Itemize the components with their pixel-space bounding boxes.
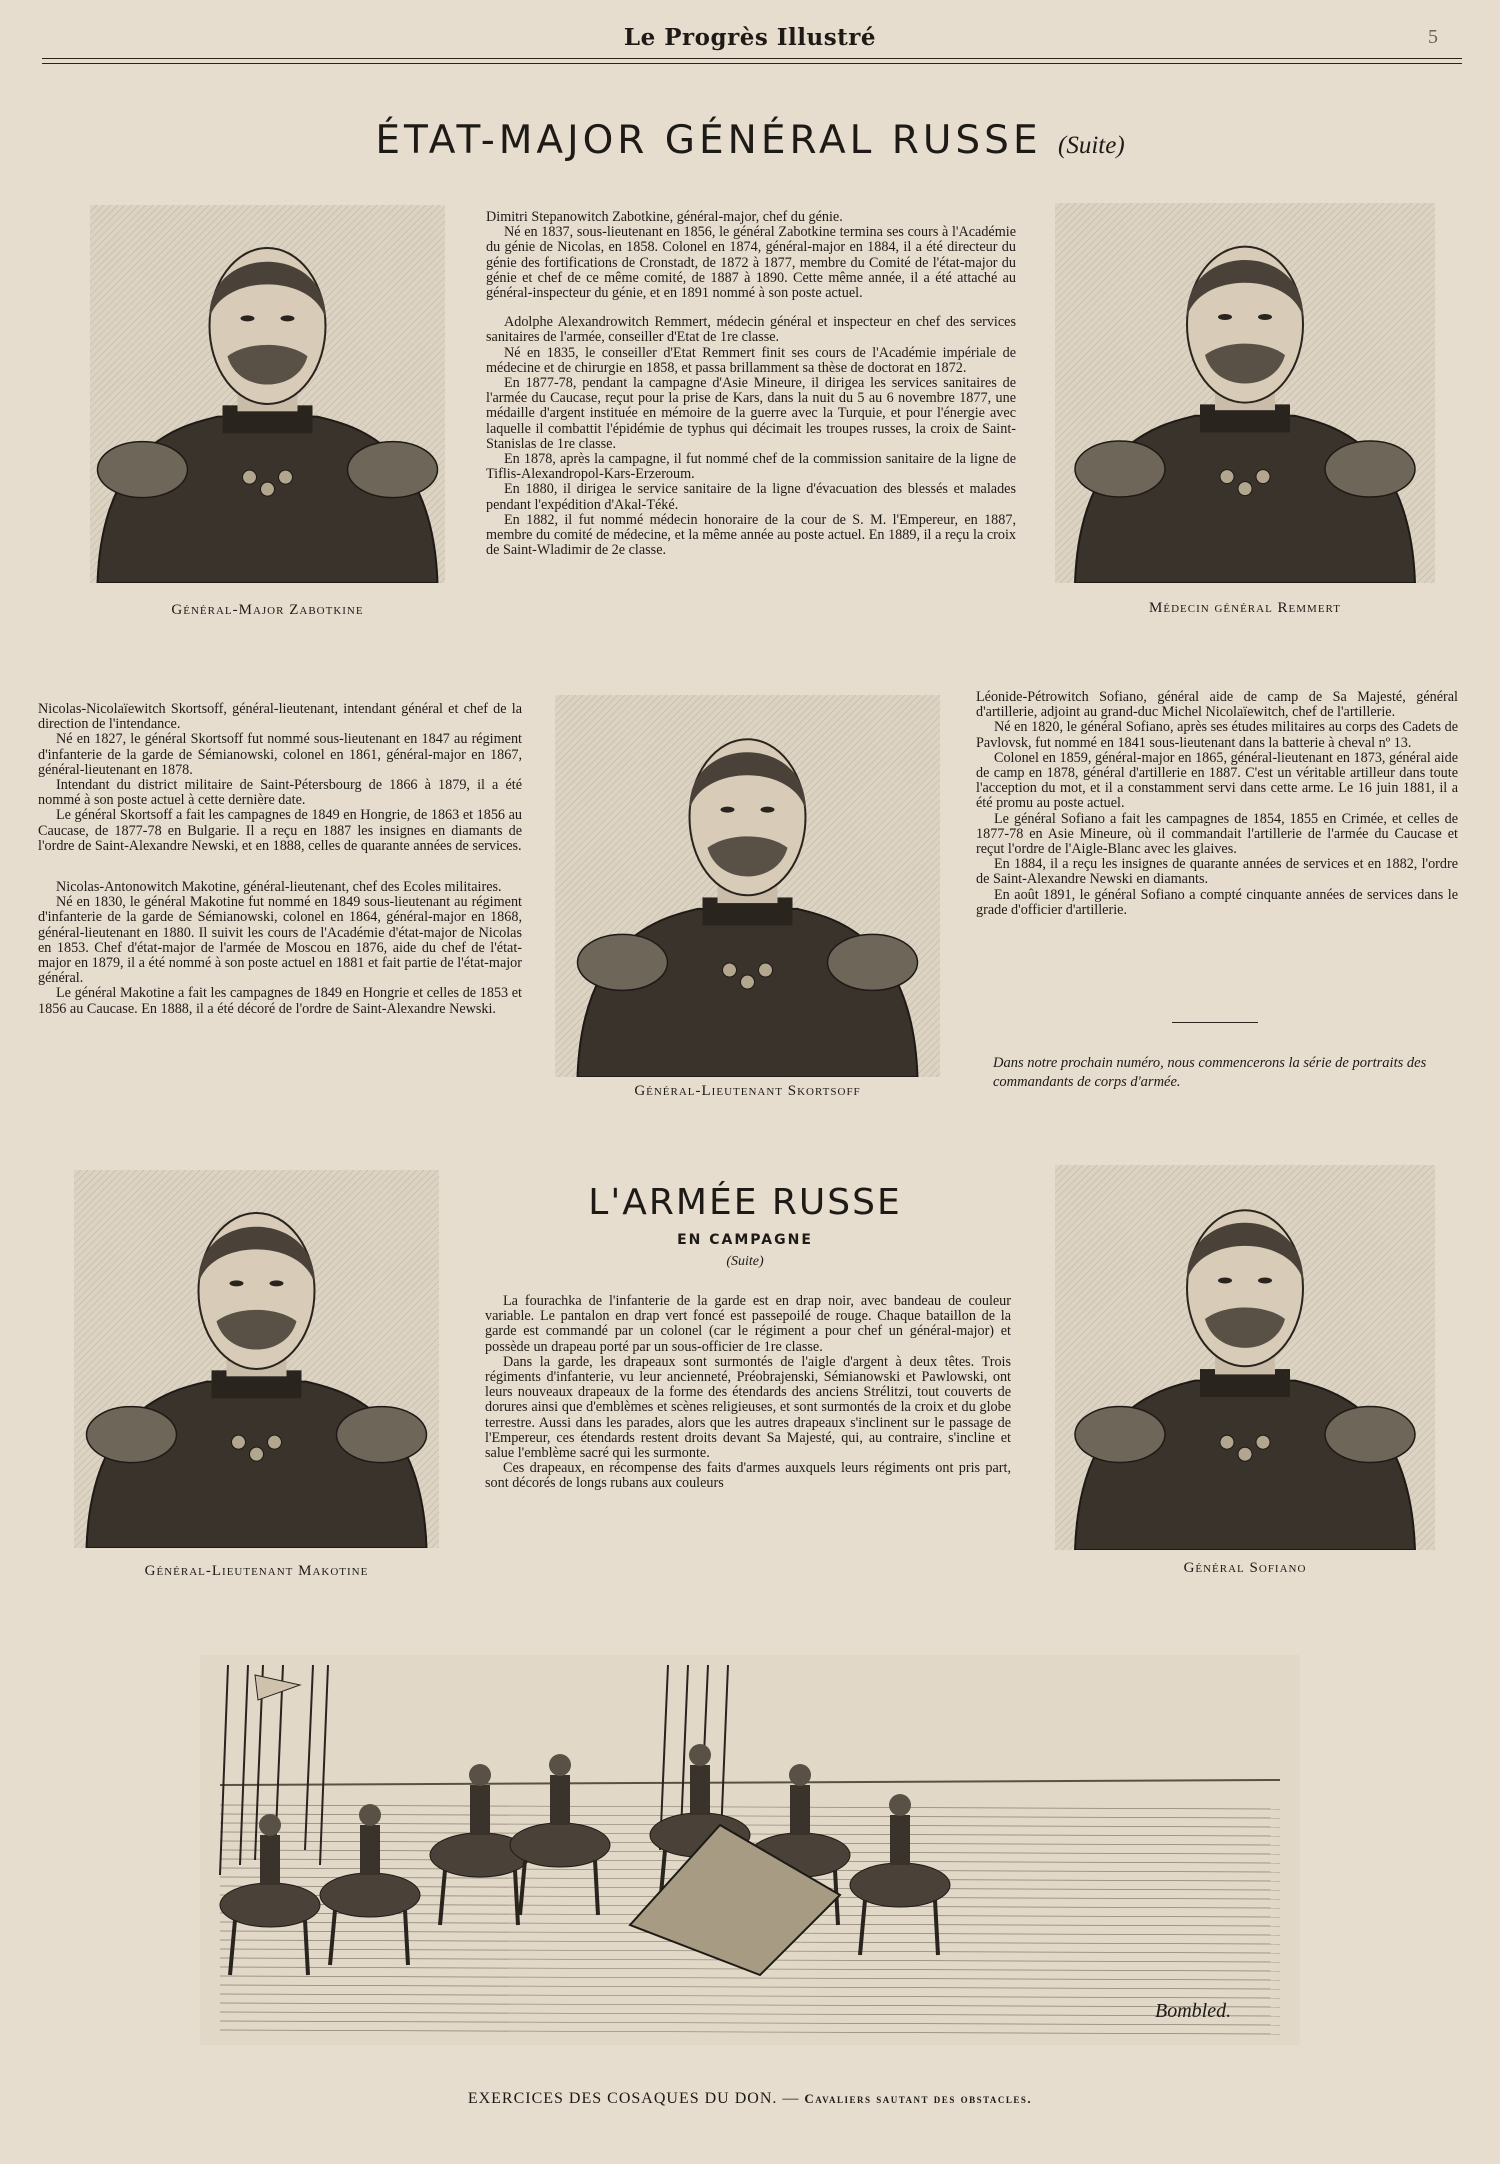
makotine-para-2: Né en 1830, le général Makotine fut nommé en 1849 sous-lieutenant au régiment d'infanterie de la garde de Sémianowski, colonel en 1864, général-major en 1868, général-lieutenant en 1880. Il suivit les cours de l'Académie d'état-major de Nicolas en 1853. Chef d'état-major de l'armée de Moscou en 1876, aide du chef de l'état-major en 1879, il a été nommé à son poste actuel en 1881 et fait partie de l'état-major général. bbox=[38, 894, 522, 987]
portrait-zabotkine bbox=[90, 205, 445, 583]
army-section-subtitle: EN CAMPAGNE bbox=[677, 1232, 813, 1248]
makotine-para-1: Nicolas-Antonowitch Makotine, général-lieutenant, chef des Ecoles militaires. bbox=[56, 879, 502, 896]
portrait-skortsoff-engraving bbox=[555, 695, 940, 1077]
sofiano-para-4: Le général Sofiano a fait les campagnes de 1854, 1855 en Crimée, et celles de 1877-78 en Asie Mineure, où il commandait l'artillerie de l'armée du Caucase et reçut l'ordre de l'Aigle-Blanc avec les glaives. bbox=[976, 810, 1458, 858]
remmert-para-4: En 1878, après la campagne, il fut nommé chef de la commission sanitaire de la ligne de Tiflis-Alexandropol-Kars-Erzeroum. bbox=[486, 451, 1016, 483]
makotine-para-3: Le général Makotine a fait les campagnes de 1849 en Hongrie et celles de 1853 et 1856 au Caucase. En 1888, il a été décoré de l'ordre de Saint-Alexandre Newski. bbox=[38, 985, 522, 1017]
portrait-makotine bbox=[74, 1170, 439, 1548]
sofiano-para-1: Léonide-Pétrowitch Sofiano, général aide de camp de Sa Majesté, général d'artillerie, adjoint au grand-duc Michel Nicolaïewitch, chef de l'artillerie. bbox=[976, 689, 1458, 721]
zabotkine-para-1: Dimitri Stepanowitch Zabotkine, général-major, chef du génie. bbox=[486, 209, 843, 225]
sofiano-para-6: En août 1891, le général Sofiano a compté cinquante années de services dans le grade d'officier d'artillerie. bbox=[976, 886, 1458, 918]
zabotkine-biography bbox=[486, 210, 1016, 558]
zabotkine-para-2: Né en 1837, sous-lieutenant en 1856, le général Zabotkine termina ses cours à l'Académie du génie de Nicolas, en 1858. Colonel en 1874, général-major en 1884, il a été directeur du génie des fortifications de Cronstadt, de 1872 à 1877, membre du Comité de l'état-major du génie et chef de ce même comité, de 1887 à 1890. Cette même année, il a été attaché au général-inspecteur du génie, et en 1891 nommé à son poste actuel. bbox=[486, 224, 1016, 302]
portrait-zabotkine-engraving bbox=[90, 205, 445, 583]
army-section-title: L'ARMÉE RUSSE bbox=[588, 1182, 902, 1223]
sofiano-para-5: En 1884, il a reçu les insignes de quarante années de services et en 1882, l'ordre de Saint-Alexandre Newski en diamants. bbox=[976, 856, 1458, 888]
left-biographies bbox=[38, 702, 522, 1017]
page-title-text: ÉTAT-MAJOR GÉNÉRAL RUSSE bbox=[375, 118, 1042, 163]
skortsoff-para-2: Né en 1827, le général Skortsoff fut nommé sous-lieutenant en 1847 au régiment d'infanterie de la garde de Sémianowski, colonel en 1861, général-major en 1867, général-lieutenant en 1878. bbox=[38, 731, 522, 778]
header-rule-thick bbox=[42, 58, 1462, 59]
page-title-suite: (Suite) bbox=[1058, 132, 1125, 159]
army-para-3: Ces drapeaux, en récompense des faits d'armes auxquels leurs régiments ont pris part, sont décorés de longs rubans aux couleurs bbox=[485, 1460, 1011, 1492]
remmert-para-5: En 1880, il dirigea le service sanitaire de la ligne d'évacuation des blessés et malades pendant l'expédition d'Akal-Téké. bbox=[486, 481, 1016, 513]
sofiano-para-2: Né en 1820, le général Sofiano, après ses études militaires au corps des Cadets de Pavlovsk, fut nommé en 1841 sous-lieutenant dans la batterie à cheval nº 13. bbox=[976, 719, 1458, 751]
portrait-remmert-engraving bbox=[1055, 203, 1435, 583]
remmert-para-3: En 1877-78, pendant la campagne d'Asie Mineure, il dirigea les services sanitaires de l'armée du Caucase, reçut pour la prise de Kars, dans la nuit du 5 au 6 novembre 1877, une médaille d'argent instituée en mémoire de la guerre avec la Turquie, et pour l'énergie avec laquelle il combattit l'épidémie de typhus qui décimait les troupes russes, la croix de Saint-Stanislas de 1re classe. bbox=[486, 375, 1016, 452]
skortsoff-para-3: Intendant du district militaire de Saint-Pétersbourg de 1866 à 1879, il a été nommé à son poste actuel à cette dernière date. bbox=[38, 777, 522, 809]
skortsoff-para-1: Nicolas-Nicolaïewitch Skortsoff, général-lieutenant, intendant général et chef de la direction de l'intendance. bbox=[38, 701, 522, 733]
bottom-illustration-caption bbox=[0, 2090, 1500, 2108]
portrait-makotine-engraving bbox=[74, 1170, 439, 1548]
page-number: 5 bbox=[1428, 26, 1438, 48]
bottom-caption-sub: Cavaliers sautant des obstacles. bbox=[804, 2091, 1033, 2106]
skortsoff-para-4: Le général Skortsoff a fait les campagnes de 1849 en Hongrie, de 1863 et 1856 au Caucase, de 1877-78 en Bulgarie. Il a reçu en 1887 les insignes en diamants de l'ordre de Saint-Alexandre Newski, et en 1888, celles de quarante années de services. bbox=[38, 807, 522, 854]
cossack-exercise-illustration bbox=[200, 1655, 1300, 2045]
remmert-para-2: Né en 1835, le conseiller d'Etat Remmert finit ses cours de l'Académie impériale de médecine et de chirurgie en 1858, et passa brillamment sa thèse de doctorat en 1872. bbox=[486, 344, 1016, 376]
sofiano-biography bbox=[976, 690, 1458, 918]
sofiano-para-3: Colonel en 1859, général-major en 1865, général-lieutenant en 1873, général aide de camp en 1878, général d'artillerie en 1887. C'est un véritable artilleur dans toute l'acception du mot, et il a constamment servi dans cette arme. Le 16 juin 1881, il a été promu au poste actuel. bbox=[976, 749, 1458, 812]
publication-name: Le Progrès Illustré bbox=[623, 24, 877, 51]
cossack-exercise-engraving bbox=[200, 1655, 1300, 2045]
army-para-1: La fourachka de l'infanterie de la garde est en drap noir, avec bandeau de couleur variable. Le pantalon en drap vert foncé est passepoilé de rouge. Chaque bataillon de la garde est commandé par un colonel (car le régiment a pour chef un général-major) et possède un drapeau porté par un sous-officier de 1re classe. bbox=[485, 1293, 1011, 1355]
header-rule-thin bbox=[42, 63, 1462, 64]
remmert-para-6: En 1882, il fut nommé médecin honoraire de la cour de S. M. l'Empereur, en 1887, membre du comité de médecine, et la même année au poste actuel. En 1889, il a reçu la croix de Saint-Wladimir de 2e classe. bbox=[486, 511, 1016, 559]
army-para-2: Dans la garde, les drapeaux sont surmontés de l'aigle d'argent à deux têtes. Trois régiments d'infanterie, vu leur ancienneté, Préobrajenski, Sémianowski et Pawlowski, ont leurs nouveaux drapeaux de la forme des étendards des anciens Strélitzi, tout couverts de dorures ainsi que d'emblèmes et scènes religieuses, et sont surmontés de la croix et du globe terrestre. Aussi dans les parades, alors que les autres drapeaux s'inclinent sur le passage de l'Empereur, ces étendards restent droits devant Sa Majesté, qui, au contraire, s'incline et salue l'emblème sacré qui les surmonte. bbox=[485, 1353, 1011, 1462]
caption-skortsoff: Général-Lieutenant Skortsoff bbox=[634, 1083, 861, 1099]
portrait-remmert bbox=[1055, 203, 1435, 583]
army-section-text bbox=[485, 1294, 1011, 1492]
page-title bbox=[0, 118, 1500, 163]
remmert-para-1: Adolphe Alexandrowitch Remmert, médecin général et inspecteur en chef des services sanitaires de l'armée, conseiller d'Etat de 1re classe. bbox=[486, 314, 1016, 346]
portrait-skortsoff bbox=[555, 695, 940, 1077]
portrait-sofiano bbox=[1055, 1165, 1435, 1550]
artist-signature: Bombled. bbox=[1155, 2000, 1232, 2022]
caption-makotine: Général-Lieutenant Makotine bbox=[144, 1563, 369, 1579]
caption-remmert: Médecin général Remmert bbox=[1149, 600, 1341, 616]
section-divider bbox=[1172, 1022, 1258, 1023]
caption-zabotkine: Général-Major Zabotkine bbox=[171, 602, 364, 618]
army-section-suite: (Suite) bbox=[726, 1254, 764, 1269]
portrait-sofiano-engraving bbox=[1055, 1165, 1435, 1550]
next-issue-note: Dans notre prochain numéro, nous commencerons la série de portraits des commandants de corps d'armée. bbox=[993, 1055, 1427, 1090]
caption-sofiano: Général Sofiano bbox=[1183, 1560, 1307, 1576]
bottom-caption-main: EXERCICES DES COSAQUES DU DON. — bbox=[467, 2090, 800, 2107]
